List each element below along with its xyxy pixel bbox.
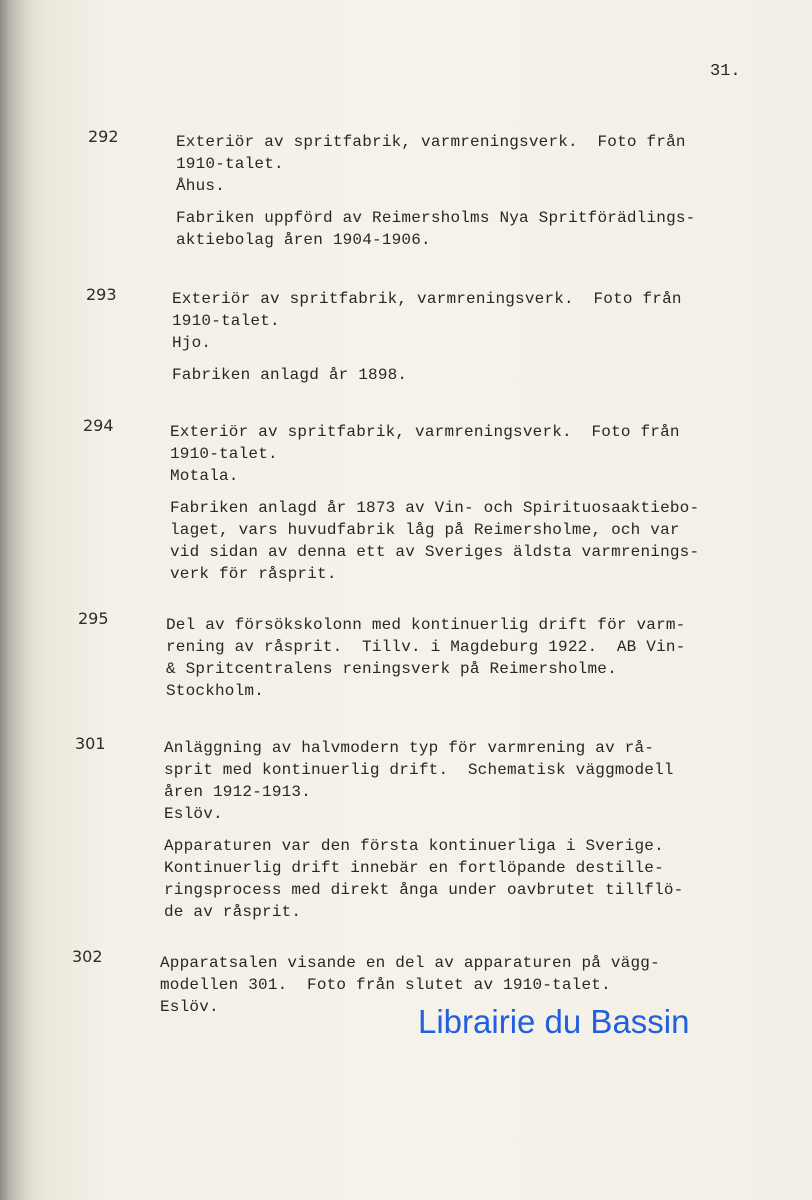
note-line: de av råsprit. [164, 903, 302, 921]
description-line: modellen 301. Foto från slutet av 1910-talet. [160, 976, 611, 994]
note-line: laget, vars huvudfabrik låg på Reimersholme, och var [170, 521, 680, 539]
description-line: Del av försökskolonn med kontinuerlig drift för varm- [166, 616, 686, 634]
catalog-entry [170, 421, 730, 585]
catalog-entry [164, 737, 724, 923]
description-line: 1910-talet. [170, 445, 278, 463]
entry-number: 302 [72, 947, 103, 966]
note-line: Apparaturen var den första kontinuerliga i Sverige. [164, 837, 664, 855]
entry-number: 293 [86, 285, 117, 304]
note-line: Kontinuerlig drift innebär en fortlöpande destille- [164, 859, 664, 877]
note-line: Fabriken uppförd av Reimersholms Nya Spritförädlings- [176, 209, 696, 227]
description-line: 1910-talet. [176, 155, 284, 173]
catalog-entry [176, 131, 736, 251]
entry-number: 295 [78, 609, 109, 628]
description-line: Eslöv. [160, 998, 219, 1016]
catalog-entry [172, 288, 732, 386]
description-line: åren 1912-1913. [164, 783, 312, 801]
note-line: Fabriken anlagd år 1898. [172, 366, 408, 384]
note-line: aktiebolag åren 1904-1906. [176, 231, 431, 249]
watermark: Librairie du Bassin [418, 1003, 690, 1040]
description-line: Apparatsalen visande en del av apparaturen på vägg- [160, 954, 660, 972]
entry-number: 294 [83, 416, 114, 435]
description-line: Exteriör av spritfabrik, varmreningsverk. Foto från [170, 423, 680, 441]
note-line: ringsprocess med direkt ånga under oavbrutet tillflö- [164, 881, 684, 899]
note-line: verk för råsprit. [170, 565, 337, 583]
note-line: vid sidan av denna ett av Sveriges äldsta varmrenings- [170, 543, 700, 561]
description-line: Stockholm. [166, 682, 265, 700]
description-line: & Spritcentralens reningsverk på Reimersholme. [166, 660, 617, 678]
description-line: rening av råsprit. Tillv. i Magdeburg 1922. AB Vin- [166, 638, 686, 656]
description-line: 1910-talet. [172, 312, 280, 330]
description-line: Exteriör av spritfabrik, varmreningsverk. Foto från [176, 133, 686, 151]
catalog-entry [166, 614, 726, 702]
page-number: 31. [710, 62, 741, 81]
entry-number: 301 [75, 734, 106, 753]
description-line: Motala. [170, 467, 239, 485]
description-line: Eslöv. [164, 805, 223, 823]
book-gutter [0, 0, 44, 1200]
description-line: Hjo. [172, 334, 212, 352]
entry-number: 292 [88, 127, 119, 146]
description-line: Anläggning av halvmodern typ för varmrening av rå- [164, 739, 655, 757]
description-line: Exteriör av spritfabrik, varmreningsverk. Foto från [172, 290, 682, 308]
note-line: Fabriken anlagd år 1873 av Vin- och Spirituosaaktiebo- [170, 499, 700, 517]
description-line: Åhus. [176, 177, 226, 195]
description-line: sprit med kontinuerlig drift. Schematisk väggmodell [164, 761, 674, 779]
